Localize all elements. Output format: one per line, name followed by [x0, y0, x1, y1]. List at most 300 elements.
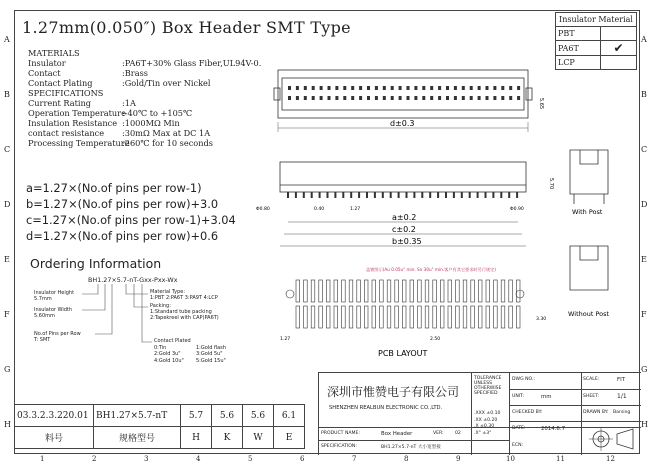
note-packing [150, 303, 219, 321]
pin [438, 86, 441, 90]
pcb-pad [372, 306, 376, 328]
pin [414, 96, 417, 100]
pcb-pad [433, 306, 437, 328]
row-mark-b: B [4, 90, 10, 99]
col-mark: 6 [300, 455, 305, 463]
pin [438, 96, 441, 100]
pin [509, 86, 512, 90]
pin [430, 86, 433, 90]
pin-leg [287, 192, 289, 198]
tolerance-row: .X° ±3° [474, 430, 492, 436]
pcb-pad [448, 280, 452, 302]
header-e: E [274, 427, 305, 449]
pin [359, 86, 362, 90]
pcb-pad [440, 280, 444, 302]
top-view [274, 70, 532, 118]
spec-value: :-40℃ to +105℃ [122, 108, 193, 118]
note-plated [154, 338, 191, 364]
ecn-label: ECN: [512, 443, 524, 448]
checked-label: CHECKED BY: [512, 410, 543, 415]
pcb-pad [410, 280, 414, 302]
pcb-pad [349, 306, 353, 328]
pin-leg [398, 192, 400, 198]
pin [407, 86, 410, 90]
dim-a: a±0.2 [392, 213, 417, 222]
value-w: 5.6 [243, 405, 274, 427]
pin [383, 96, 386, 100]
sheet-value: 1/1 [617, 393, 627, 400]
insulator-name: PBT [556, 27, 601, 41]
pin [493, 96, 496, 100]
header-part-number: 料号 [15, 427, 94, 449]
pin-leg [413, 192, 415, 198]
pin [399, 96, 402, 100]
pin-leg [453, 192, 455, 198]
row-mark-a: A [4, 35, 10, 44]
post-view-without [570, 246, 608, 290]
scale-value: FIT [617, 377, 625, 383]
row-mark-f: F [4, 310, 10, 319]
header-k: K [212, 427, 243, 449]
col-mark: 8 [404, 455, 409, 463]
part-number: 03.3.2.3.220.01 [15, 405, 94, 427]
pcb-pad [494, 306, 498, 328]
side-view [280, 162, 526, 192]
header-w: W [243, 427, 274, 449]
pcb-pad [395, 280, 399, 302]
product-label: PRODUCT NAME: [321, 431, 360, 436]
pcb-pad [387, 306, 391, 328]
pin [335, 96, 338, 100]
materials-value: :PA6T+30% Glass Fiber,UL94V-0. [122, 58, 262, 68]
pcb-pad [395, 306, 399, 328]
note-insulator-width [34, 307, 72, 319]
pin [478, 86, 481, 90]
pcb-pads [296, 280, 520, 328]
col-mark: 7 [352, 455, 357, 463]
note-text: 5:Gold 15u" [196, 357, 226, 364]
pin-leg [295, 192, 297, 198]
note-text: 0:Tin [154, 344, 167, 351]
row-mark-c: C [4, 145, 11, 154]
pcb-pad [311, 280, 315, 302]
spec-label: Insulation Resistance [28, 118, 118, 128]
pin [486, 96, 489, 100]
pin [430, 96, 433, 100]
row-mark-h-right: H [641, 420, 648, 429]
note-text: 4:Gold 10u" [154, 357, 184, 364]
pin [343, 96, 346, 100]
pin [422, 86, 425, 90]
pin [501, 86, 504, 90]
row-mark-e-right: E [641, 255, 647, 264]
spec-value: :1A [122, 98, 136, 108]
row-mark-c-right: C [641, 145, 648, 154]
top-view-pins [288, 86, 520, 100]
pin [486, 86, 489, 90]
pin [367, 96, 370, 100]
note-text: 1:Standard tube packing [150, 309, 212, 315]
pcb-pad [471, 306, 475, 328]
pin-leg [492, 192, 494, 198]
note-text: Material Type: [150, 289, 186, 295]
pin [391, 96, 394, 100]
pcb-pad [501, 280, 505, 302]
pin-leg [516, 192, 518, 198]
pin [320, 96, 323, 100]
pin [328, 86, 331, 90]
drawn-value: Barsing [613, 410, 631, 415]
unit-value: mm [541, 394, 552, 400]
pin [509, 96, 512, 100]
pin [304, 86, 307, 90]
row-mark-f-right: F [641, 310, 647, 319]
pin [493, 86, 496, 90]
pcb-pad [311, 306, 315, 328]
col-mark: 2 [92, 455, 97, 463]
pin [367, 86, 370, 90]
materials-value: :Brass [122, 68, 148, 78]
dim-127: 1.27 [350, 207, 361, 212]
pin-leg [327, 192, 329, 198]
unit-label: UNIT: [512, 394, 525, 399]
pin [470, 96, 473, 100]
pcb-pad [501, 306, 505, 328]
formula-a: a=1.27×(No.of pins per row-1) [26, 181, 202, 195]
pin [312, 86, 315, 90]
pin-leg [374, 192, 376, 198]
dim-570: 5.70 [548, 178, 554, 190]
note-text: 5.60mm [34, 313, 55, 319]
pin-leg [500, 192, 502, 198]
note-text: Insulator Height [34, 290, 75, 296]
note-text: 2:Gold 3u" [154, 351, 181, 358]
with-post-label: With Post [572, 208, 603, 216]
insulator-name: LCP [556, 56, 601, 70]
pcb-pad [471, 280, 475, 302]
pin-leg [358, 192, 360, 198]
pcb-pad [433, 280, 437, 302]
pin [446, 96, 449, 100]
pcb-pad [342, 306, 346, 328]
note-material [150, 289, 218, 301]
col-mark: 12 [606, 455, 615, 463]
pin [312, 96, 315, 100]
check-icon: ✔ [601, 41, 637, 56]
note-plated-2 [196, 345, 226, 365]
note-text: 3:Gold 5u" [196, 351, 223, 358]
page-title: 1.27mm(0.050″) Box Header SMT Type [22, 18, 351, 37]
pcb-pad [418, 280, 422, 302]
pin [343, 86, 346, 90]
note-text: 1:Gold flash [196, 344, 226, 351]
pin [517, 86, 520, 90]
pcb-pad [387, 280, 391, 302]
pcb-pad [334, 280, 338, 302]
pin [304, 96, 307, 100]
pin [462, 86, 465, 90]
pin-leg [390, 192, 392, 198]
pin-leg [477, 192, 479, 198]
ordering-code: BH1.27×5.7-nT-Gxx-Pxx-Wx [88, 276, 178, 284]
pcb-pad [494, 280, 498, 302]
specifications-heading: SPECIFICATIONS [28, 88, 104, 98]
header-h: H [181, 427, 212, 449]
spec-label: Current Rating [28, 98, 92, 108]
spec-label: contact resistance [28, 128, 105, 138]
materials-value: :Gold/Tin over Nickel [122, 78, 211, 88]
without-post-label: Without Post [568, 310, 610, 318]
ordering-heading: Ordering Information [30, 256, 162, 271]
pcb-pad [296, 306, 300, 328]
note-text: T: SMT [34, 337, 51, 343]
pin [470, 86, 473, 90]
pin [288, 96, 291, 100]
note-text: 1:PBT 2:PA6T 3:PA9T 4:LCP [150, 295, 218, 301]
pcb-pad [463, 280, 467, 302]
materials-block [28, 48, 261, 148]
drawn-label: DRAWN BY: [583, 410, 609, 415]
pcb-pad [357, 306, 361, 328]
pin [351, 96, 354, 100]
pin [296, 86, 299, 90]
dim-d: d±0.3 [390, 119, 415, 128]
dim-phi080: Φ0.80 [256, 207, 270, 212]
spec-value: BH1.27×5.7-nT 大小宽型接 [381, 445, 441, 450]
materials-label: Contact [28, 68, 61, 78]
date-label: DATE: [512, 426, 526, 431]
dim-b: b±0.35 [392, 237, 422, 246]
pcb-pad [380, 306, 384, 328]
tolerance-note [474, 376, 502, 396]
pin-leg [366, 192, 368, 198]
col-mark: 5 [248, 455, 253, 463]
pcb-pad [364, 306, 368, 328]
pcb-pad [509, 306, 513, 328]
pin [407, 96, 410, 100]
insulator-name: PA6T [556, 41, 601, 56]
materials-heading: MATERIALS [28, 48, 80, 58]
value-h: 5.7 [181, 405, 212, 427]
pin [399, 86, 402, 90]
pin [391, 86, 394, 90]
row-mark-h: H [4, 420, 11, 429]
col-mark: 9 [456, 455, 461, 463]
pcb-pad [425, 306, 429, 328]
pcb-pad [410, 306, 414, 328]
pin-leg [485, 192, 487, 198]
tolerance-line: OTHERWISE [474, 386, 502, 391]
pcb-pad [456, 280, 460, 302]
pcb-pad [418, 306, 422, 328]
pin [383, 86, 386, 90]
note-text: 2:Tapekreel with CAP(PA6T) [150, 315, 219, 321]
tolerance-line: TOLERANCE [474, 376, 502, 381]
pcb-pad [296, 280, 300, 302]
pin-leg [429, 192, 431, 198]
row-mark-g-right: G [641, 365, 648, 374]
pin [320, 86, 323, 90]
pcb-pad [425, 280, 429, 302]
tolerance-row: .XXX ±0.10 [474, 411, 501, 416]
pcb-pad [334, 306, 338, 328]
ver-value: 02 [455, 431, 461, 436]
spec-label: SPECIFICATION: [321, 444, 357, 449]
note-text: 5.7mm [34, 296, 52, 302]
pin [351, 86, 354, 90]
pin [501, 96, 504, 100]
materials-label: Insulator [28, 58, 66, 68]
pin-leg [303, 192, 305, 198]
pin [335, 86, 338, 90]
pcb-pad [319, 280, 323, 302]
pcb-pad [319, 306, 323, 328]
pin [288, 86, 291, 90]
pcb-pad [478, 280, 482, 302]
pin [517, 96, 520, 100]
value-k: 5.6 [212, 405, 243, 427]
row-mark-a-right: A [641, 35, 647, 44]
model: BH1.27×5.7-nT [94, 405, 181, 427]
pcb-pad [509, 280, 513, 302]
formula-b: b=1.27×(No.of pins per row)+3.0 [26, 197, 219, 211]
pin-leg [421, 192, 423, 198]
post-view-with [570, 150, 608, 204]
pin-leg [508, 192, 510, 198]
dim-330: 3.30 [536, 317, 547, 322]
dim-565: 5.65 [538, 98, 544, 110]
tolerance-line: SPECIFIED [474, 391, 498, 396]
pcb-layout-label: PCB LAYOUT [378, 349, 428, 358]
formula-c: c=1.27×(No.of pins per row-1)+3.04 [26, 213, 236, 227]
technical-drawing [250, 50, 630, 365]
pin [328, 96, 331, 100]
pcb-pad [357, 280, 361, 302]
row-mark-d-right: D [641, 200, 648, 209]
dim-phi090: Φ0.90 [510, 207, 524, 212]
pcb-pad [478, 306, 482, 328]
company-name-en: SHENZHEN REALBUN ELECTRONIC CO.,LTD. [329, 405, 443, 411]
spec-value: :260℃ for 10 seconds [122, 138, 213, 148]
note-text: Packing: [150, 303, 171, 309]
pin-leg [319, 192, 321, 198]
note-text: Contact Plated [154, 338, 191, 344]
plating-note: 盖镀图示(Au 0.05u" min. Sn 30u" min.客户有其它要求时另行规定) [366, 267, 497, 272]
dim-127b: 1.27 [280, 337, 291, 342]
row-mark-b-right: B [641, 90, 647, 99]
pcb-pad [304, 306, 308, 328]
pcb-pad [486, 280, 490, 302]
col-mark: 1 [40, 455, 45, 463]
pcb-pad [364, 280, 368, 302]
spec-value: :30mΩ Max at DC 1A [122, 128, 211, 138]
title-block [318, 372, 641, 455]
col-mark: 3 [144, 455, 149, 463]
tolerance-values [474, 411, 500, 437]
pin-leg [469, 192, 471, 198]
col-mark: 10 [506, 455, 515, 463]
pin-leg [445, 192, 447, 198]
part-spec-table [14, 404, 305, 449]
tolerance-row: .XX ±0.20 [474, 417, 498, 423]
pcb-pad [304, 280, 308, 302]
dim-c: c±0.2 [392, 225, 416, 234]
insulator-table-header: Insulator Material [556, 13, 637, 27]
row-mark-e: E [4, 255, 10, 264]
pin-leg [406, 192, 408, 198]
dwg-no-label: DWG NO.: [512, 377, 535, 382]
header-model: 规格型号 [94, 427, 181, 449]
note-pins-row [34, 331, 81, 343]
insulator-mark [601, 27, 637, 41]
pin [359, 96, 362, 100]
company-name-cn: 深圳市惟赞电子有限公司 [327, 385, 460, 399]
dim-250: 2.50 [430, 337, 441, 342]
row-mark-d: D [4, 200, 11, 209]
pcb-pad [380, 280, 384, 302]
pin-leg [334, 192, 336, 198]
note-insulator-height [34, 290, 74, 302]
pin-leg [350, 192, 352, 198]
pin [454, 86, 457, 90]
pin [454, 96, 457, 100]
projection-symbol-icon [585, 425, 639, 453]
pcb-pad [440, 306, 444, 328]
date-value: 2014.6.7 [541, 426, 566, 432]
pcb-pad [486, 306, 490, 328]
pin-leg [461, 192, 463, 198]
pcb-pad [342, 280, 346, 302]
pcb-pad [372, 280, 376, 302]
pin [462, 96, 465, 100]
pcb-pad [326, 280, 330, 302]
sheet-label: SHEET: [583, 394, 600, 399]
pin [446, 86, 449, 90]
tolerance-row: .X ±0.30 [474, 424, 495, 429]
spec-value: :1000MΩ Min [122, 118, 180, 128]
pcb-pad [516, 306, 520, 328]
pin [414, 86, 417, 90]
pin [478, 96, 481, 100]
formula-d: d=1.27×(No.of pins per row)+0.6 [26, 229, 219, 243]
col-mark: 11 [556, 455, 565, 463]
ver-label: VER: [433, 431, 444, 436]
pin-leg [437, 192, 439, 198]
pin [375, 86, 378, 90]
side-view-pins [287, 192, 518, 198]
formula-block [26, 180, 236, 244]
value-e: 6.1 [274, 405, 305, 427]
scale-label: SCALE: [583, 377, 600, 382]
pin-leg [342, 192, 344, 198]
pcb-pad [456, 306, 460, 328]
col-mark: 4 [196, 455, 201, 463]
pcb-pad [402, 280, 406, 302]
pin [296, 96, 299, 100]
pin [375, 96, 378, 100]
pcb-pad [349, 280, 353, 302]
pcb-pad [463, 306, 467, 328]
dim-040: 0.40 [314, 207, 325, 212]
product-value: Box Header [381, 431, 413, 437]
pcb-layout [286, 290, 524, 298]
materials-label: Contact Plating [28, 78, 93, 88]
pin-leg [382, 192, 384, 198]
tolerance-line: UNLESS [474, 381, 493, 386]
pcb-pad [402, 306, 406, 328]
spec-label: Processing Temperature [28, 138, 130, 148]
pcb-pad [326, 306, 330, 328]
